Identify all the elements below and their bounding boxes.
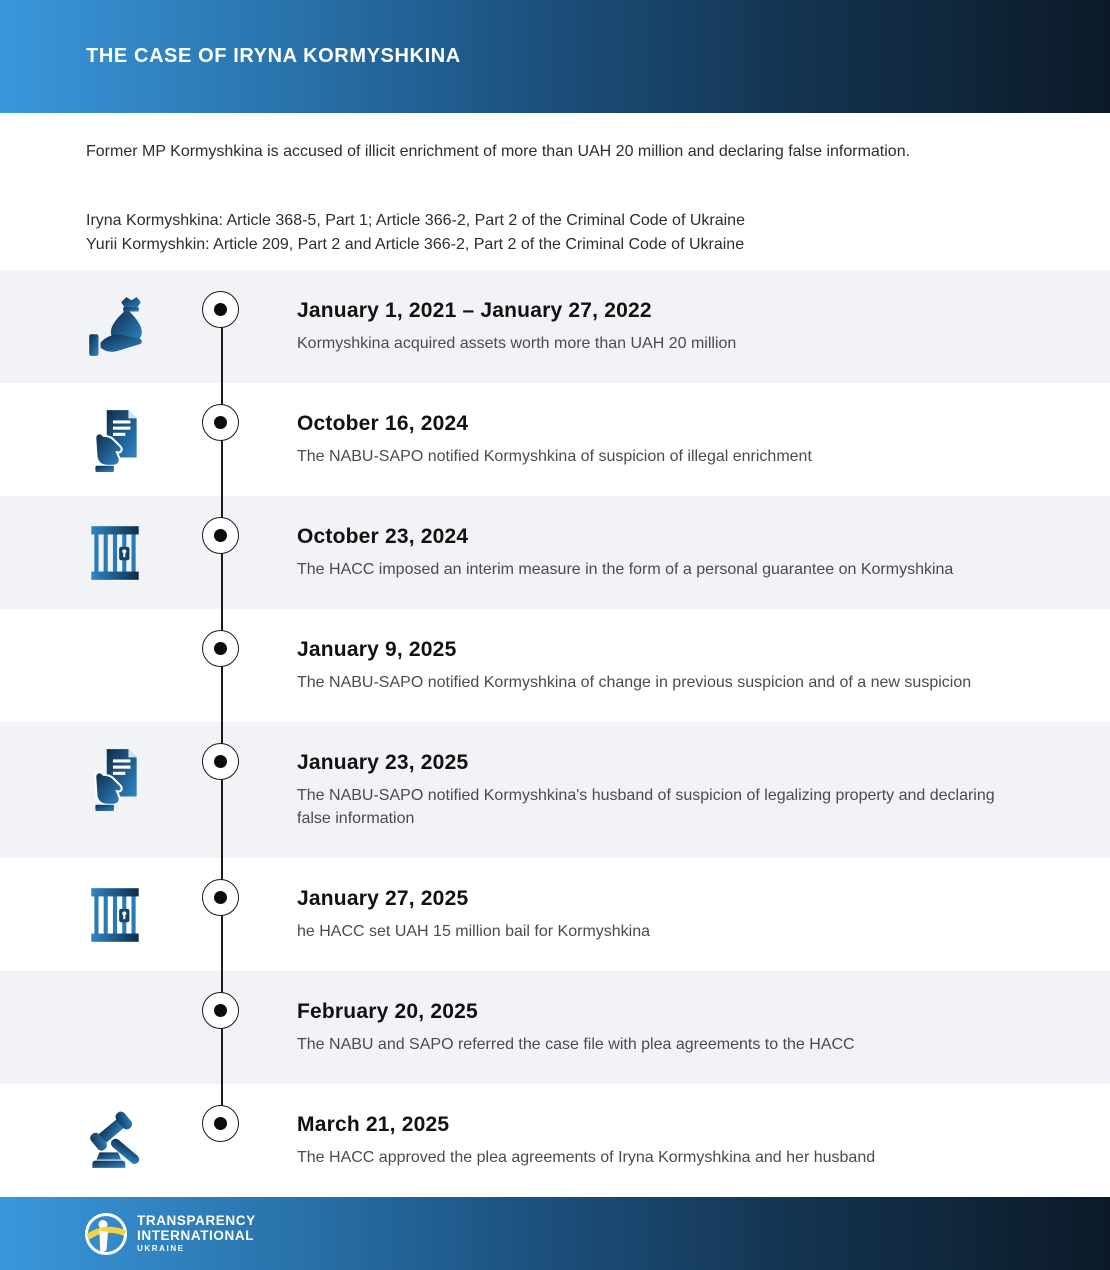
ti-logo-line2: INTERNATIONAL xyxy=(137,1228,255,1243)
ti-logo-text xyxy=(137,1213,256,1254)
money-bag-hand-icon xyxy=(82,292,148,362)
ti-logo-line1: TRANSPARENCY xyxy=(137,1213,256,1228)
timeline-row xyxy=(0,1084,1110,1197)
case-summary: Former MP Kormyshkina is accused of illicit enrichment of more than UAH 20 million and declaring false information. xyxy=(86,143,911,160)
timeline-dot xyxy=(202,291,239,328)
gavel-icon xyxy=(82,1106,148,1176)
timeline-dot xyxy=(202,992,239,1029)
timeline-dot xyxy=(202,517,239,554)
event-description: The NABU-SAPO notified Kormyshkina's husband of suspicion of legalizing property and declaring false information xyxy=(297,787,995,827)
suspicion-document-icon xyxy=(82,405,148,475)
charges-block xyxy=(86,209,1024,257)
charge-line: Yurii Kormyshkin: Article 209, Part 2 and Article 366-2, Part 2 of the Criminal Code of Ukraine xyxy=(86,236,745,253)
event-date: January 9, 2025 xyxy=(297,638,457,661)
timeline-row xyxy=(0,496,1110,609)
timeline-row xyxy=(0,858,1110,971)
event-description: The NABU and SAPO referred the case file with plea agreements to the HACC xyxy=(297,1036,855,1053)
transparency-international-logo xyxy=(84,1212,256,1256)
event-date: October 23, 2024 xyxy=(297,525,469,548)
jail-bars-icon xyxy=(82,518,148,588)
header-band xyxy=(0,0,1110,113)
timeline-row xyxy=(0,722,1110,858)
event-date: October 16, 2024 xyxy=(297,412,469,435)
timeline-row xyxy=(0,383,1110,496)
event-date: January 27, 2025 xyxy=(297,887,469,910)
footer-band xyxy=(0,1197,1110,1270)
event-description: Kormyshkina acquired assets worth more than UAH 20 million xyxy=(297,335,737,352)
event-date: January 1, 2021 – January 27, 2022 xyxy=(297,299,652,322)
timeline-dot xyxy=(202,1105,239,1142)
timeline-row xyxy=(0,270,1110,383)
timeline-row xyxy=(0,609,1110,722)
event-description: The NABU-SAPO notified Kormyshkina of suspicion of illegal enrichment xyxy=(297,448,812,465)
charge-line: Iryna Kormyshkina: Article 368-5, Part 1; Article 366-2, Part 2 of the Criminal Code of Ukraine xyxy=(86,212,745,229)
event-date: March 21, 2025 xyxy=(297,1113,450,1136)
jail-bars-icon xyxy=(82,880,148,950)
timeline-dot xyxy=(202,879,239,916)
timeline-dot xyxy=(202,404,239,441)
suspicion-document-icon xyxy=(82,744,148,814)
timeline-dot xyxy=(202,743,239,780)
event-description: The HACC approved the plea agreements of Iryna Kormyshkina and her husband xyxy=(297,1149,876,1166)
event-description: The HACC imposed an interim measure in the form of a personal guarantee on Kormyshkina xyxy=(297,561,954,578)
event-date: February 20, 2025 xyxy=(297,1000,478,1023)
timeline-row xyxy=(0,971,1110,1084)
page-title: THE CASE OF IRYNA KORMYSHKINA xyxy=(86,45,461,67)
timeline-dot xyxy=(202,630,239,667)
event-description: he HACC set UAH 15 million bail for Kormyshkina xyxy=(297,923,651,940)
ti-logo-mark xyxy=(84,1212,128,1256)
event-date: January 23, 2025 xyxy=(297,751,469,774)
ti-logo-line3: UKRAINE xyxy=(137,1244,185,1253)
intro-section xyxy=(0,113,1110,270)
timeline xyxy=(0,270,1110,1197)
event-description: The NABU-SAPO notified Kormyshkina of change in previous suspicion and of a new suspicion xyxy=(297,674,972,691)
